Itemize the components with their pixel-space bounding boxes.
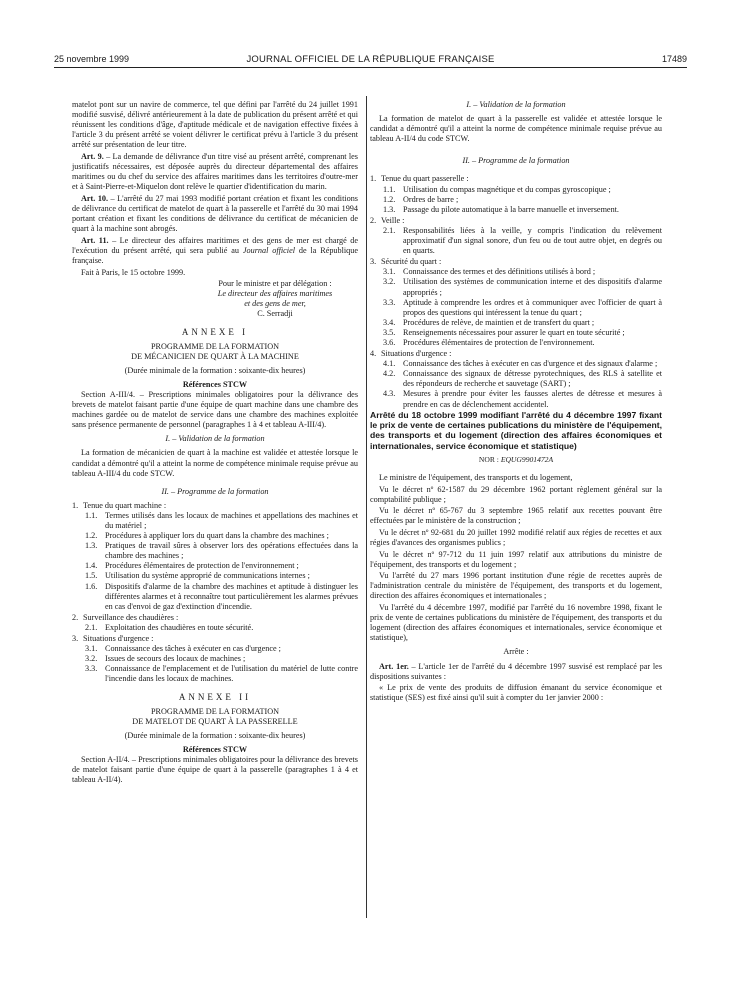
subitem-number: 1.3.	[383, 204, 396, 214]
nor-reference	[370, 455, 662, 465]
program-subitem	[370, 298, 662, 318]
column-divider	[366, 96, 367, 918]
article-11-text-a: – Le directeur des affaires maritimes et des gens de mer est chargé de l'exécution du présent arrêté, qui sera publié au	[72, 235, 358, 255]
annexe-1-sub-1: PROGRAMME DE LA FORMATION	[150, 341, 280, 351]
subitem-number: 4.1.	[383, 359, 396, 369]
article-11-text-b: de la République française.	[72, 245, 358, 265]
sign-line-2: Le directeur des affaires maritimes	[217, 289, 333, 299]
article-9-text: – La demande de délivrance d'un titre visé au présent arrêté, comprenant les justificatifs nécessaires, est déposée auprès du directeur départemental des affaires maritimes ou du chef du service des affaires maritimes dans les territoires d'outre-mer et à Saint-Pierre-et-Miquelon dont relève le quartier d'identification du marin.	[72, 151, 358, 192]
subitem-number: 1.4.	[85, 561, 98, 571]
subitem-text: Connaissance des tâches à exécuter en cas d'urgence et des signaux d'alarme ;	[403, 359, 658, 369]
visa-line: Le ministre de l'équipement, des transports et du logement,	[379, 472, 573, 482]
item-number: 2.	[370, 215, 377, 225]
annexe-1-title: ANNEXE I	[181, 327, 249, 338]
annexe-1-duree: (Durée minimale de la formation : soixante-dix heures)	[124, 365, 306, 375]
visa-line: Vu le décret nº 62-1587 du 29 décembre 1962 portant règlement général sur la comptabilité publique ;	[370, 484, 662, 504]
subitem-text: Termes utilisés dans les locaux de machines et appellations des machines et du matériel ;	[105, 510, 358, 530]
article-9-label: Art. 9.	[81, 151, 104, 161]
arrete-title: Arrêté du 18 octobre 1999 modifiant l'arrêté du 4 décembre 1997 fixant le prix de vente de certaines publications du ministère de l'équipement, des transports et du logement (direction des affaires économiques et internationales, service économique et statistique)	[370, 409, 662, 451]
item-number: 1.	[72, 500, 79, 510]
program-subitem	[370, 369, 662, 389]
visa-line: Vu l'arrêté du 4 décembre 1997, modifié par l'arrêté du 16 novembre 1998, fixant le prix de vente de certaines publications du ministère de l'équipement, des transports et du logement (direction des affaires économiques et internationales, service économique et statistique),	[370, 603, 662, 643]
program-subitem	[370, 226, 662, 256]
item-label: Tenue du quart passerelle :	[381, 174, 469, 184]
program-subitem	[72, 623, 358, 633]
subitem-text: Passage du pilote automatique à la barre manuelle et inversement.	[403, 204, 619, 214]
annexe-2-sub-1: PROGRAMME DE LA FORMATION	[150, 706, 280, 716]
program-subitem	[72, 664, 358, 684]
item-label: Tenue du quart machine :	[83, 500, 167, 510]
program-subitem	[72, 541, 358, 561]
subitem-text: Connaissance de l'emplacement et de l'utilisation du matériel de lutte contre l'incendie dans les locaux de machines.	[105, 664, 358, 684]
left-column	[72, 100, 358, 787]
article-1-quote: « Le prix de vente des produits de diffusion émanant du service économique et statistique (SES) est fixé ainsi qu'il suit à compter du 1er janvier 2000 :	[370, 683, 662, 703]
annexe-1-program-list	[72, 501, 358, 685]
subitem-text: Responsabilités liées à la veille, y compris l'indication du relèvement approximatif d'un signal sonore, d'un feu ou de tout autre objet, en degrés ou en quarts.	[403, 225, 662, 256]
subitem-number: 3.2.	[85, 654, 98, 664]
program-subitem	[72, 582, 358, 612]
program-subitem	[72, 644, 358, 654]
subitem-number: 1.2.	[85, 531, 98, 541]
article-1-text: – L'article 1er de l'arrêté du 4 décembre 1997 susvisé est remplacé par les dispositions suivantes :	[370, 661, 663, 681]
annexe-2-heading-2: II. – Programme de la formation	[462, 156, 570, 166]
subitem-text: Procédures élémentaires de protection de l'environnement ;	[105, 561, 299, 571]
item-number: 1.	[370, 174, 377, 184]
annexe-2-sub-2: DE MATELOT DE QUART À LA PASSERELLE	[132, 716, 298, 726]
subitem-number: 2.1.	[85, 622, 98, 632]
item-number: 2.	[72, 612, 79, 622]
annexe-1-heading-2: II. – Programme de la formation	[161, 486, 269, 496]
subitem-text: Utilisation des systèmes de communication interne et des dispositifs d'alarme appropriés ;	[403, 277, 662, 297]
program-subitem	[72, 571, 358, 581]
program-subitem	[370, 328, 662, 338]
article-11	[72, 236, 358, 266]
item-label: Situations d'urgence :	[381, 349, 452, 359]
sign-line-3: et des gens de mer,	[244, 299, 306, 309]
subitem-number: 3.3.	[383, 297, 396, 307]
subitem-number: 3.6.	[383, 337, 396, 347]
subitem-number: 1.3.	[85, 541, 98, 551]
subitem-text: Connaissance des termes et des définitions utilisés à bord ;	[403, 267, 596, 277]
article-9	[72, 152, 358, 192]
subitem-text: Dispositifs d'alarme de la chambre des machines et aptitude à distinguer les différentes alarmes et à reconnaître tout particulièrement les alarmes prévues en cas d'envoi de gaz d'extinction d'incendie.	[105, 581, 358, 611]
program-subitem	[370, 359, 662, 369]
visa-line: Vu l'arrêté du 27 mars 1996 portant institution d'une régie de recettes auprès de l'administration centrale du ministère de l'équipement, des transports et du logement, direction des affaires économiques et internationales ;	[370, 571, 662, 601]
annexe-1-heading-1: I. – Validation de la formation	[165, 434, 265, 444]
subitem-text: Utilisation du compas magnétique et du compas gyroscopique ;	[403, 184, 611, 194]
page-number: 17489	[661, 54, 687, 64]
program-subitem	[72, 511, 358, 531]
page-header	[54, 54, 687, 68]
subitem-text: Exploitation des chaudières en toute sécurité.	[105, 622, 254, 632]
subitem-number: 1.1.	[85, 510, 98, 520]
subitem-number: 4.2.	[383, 369, 396, 379]
program-item	[370, 349, 662, 359]
subitem-text: Renseignements nécessaires pour assurer le quart en toute sécurité ;	[403, 327, 625, 337]
subitem-number: 3.4.	[383, 317, 396, 327]
visa-line: Vu le décret nº 97-712 du 11 juin 1997 relatif aux attributions du ministre de l'équipement, des transports et du logement ;	[370, 549, 662, 569]
fait-a-paris: Fait à Paris, le 15 octobre 1999.	[81, 267, 186, 277]
program-subitem	[72, 654, 358, 664]
program-item	[72, 501, 358, 511]
subitem-number: 3.2.	[383, 277, 396, 287]
item-label: Sécurité du quart :	[381, 257, 442, 267]
article-10-label: Art. 10.	[81, 193, 109, 203]
annexe-2-section: Section A-II/4. – Prescriptions minimales obligatoires pour la délivrance des brevets de matelot faisant partie d'une équipe de quart à la passerelle (paragraphes 1 à 4 et tableau A-II/4).	[72, 754, 358, 785]
annexe-1-sub-2: DE MÉCANICIEN DE QUART À LA MACHINE	[131, 351, 299, 361]
program-subitem	[370, 185, 662, 195]
subitem-number: 3.1.	[85, 644, 98, 654]
item-label: Situations d'urgence :	[83, 634, 154, 643]
signature-block	[72, 279, 358, 319]
subitem-number: 4.3.	[383, 389, 396, 399]
subitem-number: 3.5.	[383, 327, 396, 337]
right-column	[370, 100, 662, 705]
item-number: 3.	[370, 257, 377, 267]
journal-title: JOURNAL OFFICIEL DE LA RÉPUBLIQUE FRANÇAISE	[246, 54, 495, 65]
nor-label: NOR :	[478, 454, 501, 464]
subitem-text: Issues de secours des locaux de machines ;	[105, 654, 246, 664]
item-label: Surveillance des chaudières :	[83, 612, 179, 622]
annexe-1-refs: Références STCW	[182, 379, 248, 389]
subitem-number: 1.2.	[383, 194, 396, 204]
arrete-keyword: Arrête :	[503, 647, 529, 657]
program-item	[72, 613, 358, 623]
program-item	[370, 174, 662, 184]
intro-paragraph: matelot pont sur un navire de commerce, tel que défini par l'arrêté du 24 juillet 1991 modifié susvisé, délivré antérieurement à la date de publication du présent arrêté et qui réunissent les conditions d'âge, d'aptitude médicale et de navigation effective fixées à l'article 3 du présent arrêté se voient délivrer le certificat prévu à l'article 3 du présent arrêté sur présentation de leur titre.	[72, 100, 358, 150]
subitem-text: Aptitude à comprendre les ordres et à communiquer avec l'officier de quart à propos des questions qui intéressent la tenue du quart ;	[403, 297, 662, 317]
article-10	[72, 194, 358, 234]
subitem-text: Connaissance des tâches à exécuter en cas d'urgence ;	[105, 644, 281, 654]
program-subitem	[72, 561, 358, 571]
program-item	[72, 634, 358, 644]
annexe-2-refs: Références STCW	[182, 744, 248, 754]
annexe-2-heading-1: I. – Validation de la formation	[466, 100, 566, 109]
item-label: Veille :	[381, 215, 405, 225]
subitem-number: 2.1.	[383, 225, 396, 235]
program-subitem	[370, 195, 662, 205]
program-subitem	[370, 389, 662, 409]
program-subitem	[370, 277, 662, 297]
nor-code: EQUG9901472A	[500, 454, 554, 464]
annexe-2-title: ANNEXE II	[178, 692, 252, 703]
program-item	[370, 257, 662, 267]
annexe-1-section: Section A-III/4. – Prescriptions minimales obligatoires pour la délivrance des brevets de matelot faisant partie d'une équipe de quart machine dans une chambre des machines gardée ou de matelot de service dans une chambre des machines exploitée sans présence permanente de personnel (paragraphes 1 à 4 et tableau A-III/4).	[72, 389, 358, 430]
journal-officiel-ref: Journal officiel	[242, 245, 295, 255]
subitem-text: Pratiques de travail sûres à observer lors des opérations effectuées dans la chambre des machines ;	[105, 541, 358, 561]
subitem-number: 1.5.	[85, 571, 98, 581]
sign-name: C. Serradji	[257, 309, 293, 319]
program-subitem	[72, 531, 358, 541]
subitem-number: 1.1.	[383, 184, 396, 194]
annexe-1-validation: La formation de mécanicien de quart à la machine est validée et attestée lorsque le candidat a démontré qu'il a atteint la norme de compétence minimale requise prévue au tableau A-III/4 du code STCW.	[72, 448, 358, 478]
subitem-text: Procédures à appliquer lors du quart dans la chambre des machines ;	[105, 531, 329, 541]
subitem-number: 3.3.	[85, 664, 98, 674]
visas	[370, 473, 662, 644]
annexe-2-validation: La formation de matelot de quart à la passerelle est validée et attestée lorsque le candidat a démontré qu'il a atteint la norme de compétence minimale requise prévue au tableau A-II/4 du code STCW.	[370, 114, 662, 144]
program-subitem	[370, 205, 662, 215]
article-1	[370, 662, 662, 682]
subitem-text: Connaissance des signaux de détresse pyrotechniques, des RLS à satellite et des répondeurs de recherche et sauvetage (SART) ;	[403, 369, 662, 389]
item-number: 4.	[370, 349, 377, 359]
program-subitem	[370, 318, 662, 328]
subitem-text: Utilisation du système approprié de communications internes ;	[105, 571, 310, 581]
program-item	[370, 216, 662, 226]
subitem-number: 1.6.	[85, 581, 98, 591]
subitem-text: Procédures de relève, de maintien et de transfert du quart ;	[403, 317, 595, 327]
header-rule	[54, 67, 687, 68]
header-date: 25 novembre 1999	[54, 54, 130, 64]
subitem-text: Procédures élémentaires de protection de l'environnement.	[403, 337, 595, 347]
program-subitem	[370, 267, 662, 277]
subitem-number: 3.1.	[383, 267, 396, 277]
annexe-2-program-list	[370, 174, 662, 409]
article-1-label: Art. 1er.	[379, 661, 409, 671]
article-11-label: Art. 11.	[81, 235, 109, 245]
annexe-2-duree: (Durée minimale de la formation : soixante-dix heures)	[124, 730, 306, 740]
article-10-text: – L'arrêté du 27 mai 1993 modifié portant création et fixant les conditions de délivrance du certificat de matelot de quart à la passerelle et l'arrêté du 30 mai 1994 portant création et fixant les conditions de délivrance du certificat de mécanicien de quart à la machine sont abrogés.	[72, 193, 358, 234]
visa-line: Vu le décret nº 65-767 du 3 septembre 1965 relatif aux recettes pouvant être effectuées par le ministère de la construction ;	[370, 506, 662, 526]
item-number: 3.	[72, 634, 79, 643]
visa-line: Vu le décret nº 92-681 du 20 juillet 1992 modifié relatif aux régies de recettes et aux régies d'avances des organismes publics ;	[370, 527, 662, 547]
program-subitem	[370, 338, 662, 348]
sign-line-1: Pour le ministre et par délégation :	[218, 279, 332, 289]
subitem-text: Ordres de barre ;	[403, 194, 459, 204]
subitem-text: Mesures à prendre pour éviter les fausses alertes de détresse et mesures à prendre en cas de déclenchement accidentel.	[403, 389, 662, 409]
